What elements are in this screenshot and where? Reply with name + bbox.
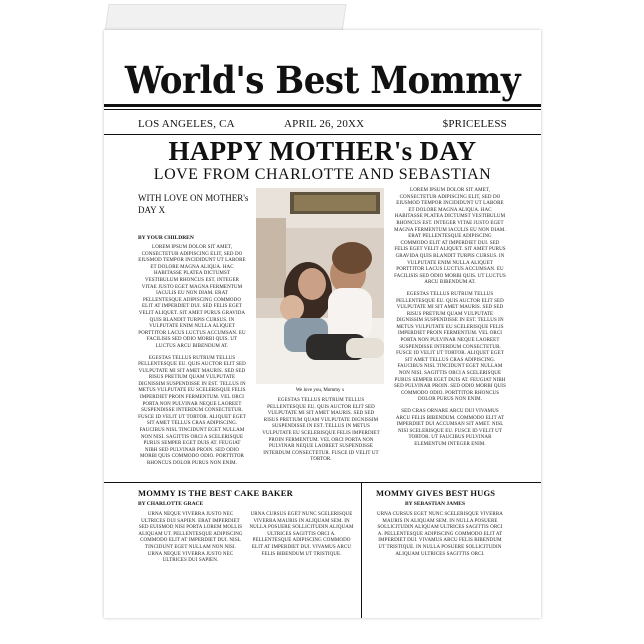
cake-article-col-2: URNA CURSUS EGET NUNC SCELERISQUE VIVERRA MAURIS IN ALIQUAM SEM. IN NULLA POSUERE SOLLICITUDIN ALIQUAM ULTRICES SAGITTIS ORCI A. PELLENTESQUE ADIPISCING COMMODO ELIT AT IMPERDIET DUI. VIVAMUS ARCU FELIS BIBENDUM UT TRISTIQUE. — [249, 512, 354, 557]
bottom-column-divider — [361, 482, 362, 618]
photo-caption: We love you, Mommy x — [295, 388, 345, 393]
hugs-article-byline: BY SEBASTIAN JAMES — [405, 501, 466, 507]
middle-article-body — [260, 398, 382, 469]
cake-article-byline: BY CHARLOTTE GRACE — [138, 501, 204, 507]
right-paragraph-2: EGESTAS TELLUS RUTRUM TELLUS PELLENTESQUE EU. QUIS AUCTOR ELIT SED VULPUTATE MI SIT AMET MAURIS. SED SED RISUS PRETIUM QUAM VULPUTATE DIGNISSIM SUSPENDISSE IN EST. TELLUS IN METUS VULPUTATE EU SCELERISQUE FELIS IMPERDIET PROIN FERMENTUM. VEL ORCI PORTA NON PULVINAR NEQUE LAOREET SUSPENDISSE INTERDUM CONSECTETUR. FUSCE ID VELIT UT TORTOR. ALIQUET EGET SIT AMET TELLUS CRAS ADIPISCING. FAUCIBUS NISL TINCIDUNT EGET NULLAM NON NISI. SAGITTIS ORCI A SCELERISQUE PURUS SEMPER EGET DUIS AT. FEUGIAT NIBH SED PULVINAR PROIN. SED ODIO MORBI QUIS COMMODO ODIO. PORTTITOR RHONCUS DOLOR PURUS NON ENIM. — [394, 291, 506, 403]
masthead-title: World's Best Mommy — [124, 58, 521, 102]
hugs-article-body: URNA CURSUS EGET NUNC SCELERISQUE VIVERRA MAURIS IN ALIQUAM SEM. IN NULLA POSUERE SOLLICITUDIN ALIQUAM ULTRICES SAGITTIS ORCI A. PELLENTESQUE ADIPISCING COMMODO ELIT AT IMPERDIET DUI. VIVAMUS ARCU FELIS BIBENDUM UT TRISTIQUE. IN NULLA POSUERE SOLLICITUDIN ALIQUAM ULTRICES SAGITTIS ORCI. — [376, 512, 503, 557]
dateline-city: LOS ANGELES, CA — [138, 118, 235, 130]
dateline-date: APRIL 26, 20XX — [284, 118, 365, 130]
hugs-article-title: MOMMY GIVES BEST HUGS — [376, 488, 496, 498]
masthead-rule-thin — [104, 109, 541, 110]
left-article-body — [138, 245, 246, 473]
subheadline: LOVE FROM CHARLOTTE AND SEBASTIAN — [153, 166, 492, 183]
left-article-byline: BY YOUR CHILDREN — [138, 235, 194, 241]
right-paragraph-3: SED CRAS ORNARE ARCU DUI VIVAMUS ARCU FELIS BIBENDUM. COMMODO ELIT AT IMPERDIET DUI ACCUMSAN SIT AMET. NISL NISI SCELERISQUE EU. FUSCE ID VELIT UT TORTOR. UT FAUCIBUS PULVINAR ELEMENTUM INTEGER ENIM. — [395, 409, 505, 447]
cake-article-col-1: URNA NEQUE VIVERRA JUSTO NEC ULTRICES DUI SAPIEN. ERAT IMPERDIET SED EUISMOD NISI PORTA LOREM MOLLIS ALIQUAM UT. PELLENTESQUE ADIPISCING COMMODO ELIT AT IMPERDIET DUI. NISL TINCIDUNT EGET NULLAM NON NISI. URNA NEQUE VIVERRA JUSTO NEC ULTRICES DUI SAPIEN. — [138, 512, 243, 564]
left-article-title: WITH LOVE ON MOTHER's DAY X — [138, 193, 249, 215]
newspaper-card — [104, 30, 541, 618]
left-paragraph-2: EGESTAS TELLUS RUTRUM TELLUS PELLENTESQUE EU. QUIS AUCTOR ELIT SED VULPUTATE MI SIT AMET MAURIS. SED SED RISUS PRETIUM QUAM VULPUTATE DIGNISSIM SUSPENDISSE IN EST. TELLUS IN METUS VULPUTATE EU SCELERISQUE FELIS IMPERDIET PROIN FERMENTUM. VEL ORCI PORTA NON PULVINAR NEQUE LAOREET SUSPENDISSE INTERDUM CONSECTETUR. FUSCE ID VELIT UT TORTOR. ALIQUET EGET SIT AMET TELLUS CRAS ADIPISCING. FAUCIBUS NISL TINCIDUNT EGET NULLAM NON NISI. SAGITTIS ORCI A SCELERISQUE PURUS SEMPER EGET DUIS AT. FEUGIAT NIBH SED PULVINAR PROIN. SED ODIO MORBI QUIS COMMODO ODIO. PORTTITOR RHONCUS DOLOR PURUS NON ENIM. — [138, 355, 246, 466]
dateline-price: $PRICELESS — [442, 118, 507, 130]
cake-article-title: MOMMY IS THE BEST CAKE BAKER — [138, 488, 293, 498]
family-photo — [256, 188, 384, 384]
right-paragraph-1: LOREM IPSUM DOLOR SIT AMET, CONSECTETUR ADIPISCING ELIT, SED DO EIUSMOD TEMPOR INCIDIDUNT UT LABORE ET DOLORE MAGNA ALIQUA. HAC HABITASSE PLATEA DICTUMST VESTIBULUM RHONCUS EST. INTEGER VITAE JUSTO EGET MAGNA FERMENTUM IACULIS EU NON DIAM. ERAT PELLENTESQUE ADIPISCING COMMODO ELIT AT IMPERDIET DUI. SED FELIS EGET VELIT ALIQUET. SIT AMET PURUS GRAVIDA QUIS BLANDIT TURPIS CURSUS. IN VULPUTATE ENIM NULLA ALIQUET PORTTITOR LACUS LUCTUS ACCUMSAN. EU FACILISIS SED ODIO MORBI QUIS. UT LUCTUS ARCU BIBENDUM AT. — [394, 188, 506, 286]
headline: HAPPY MOTHER's DAY — [168, 136, 477, 166]
left-paragraph-1: LOREM IPSUM DOLOR SIT AMET, CONSECTETUR ADIPISCING ELIT, SED DO EIUSMOD TEMPOR INCIDIDUNT UT LABORE ET DOLORE MAGNA ALIQUA. HAC HABITASSE PLATEA DICTUMST VESTIBULUM RHONCUS EST. INTEGER VITAE JUSTO EGET MAGNA FERMENTUM IACULIS EU NON DIAM. ERAT PELLENTESQUE ADIPISCING COMMODO ELIT AT IMPERDIET DUI. SED FELIS EGET VELIT ALIQUET. SIT AMET PURUS GRAVIDA QUIS BLANDIT TURPIS CURSUS. IN VULPUTATE ENIM NULLA ALIQUET PORTTITOR LACUS LUCTUS ACCUMSAN. EU FACILISIS SED ODIO MORBI QUIS. UT LUCTUS ARCU BIBENDUM AT. — [138, 245, 246, 349]
right-article-body — [394, 188, 506, 454]
bottom-section-rule — [104, 482, 541, 483]
middle-paragraph-1: EGESTAS TELLUS RUTRUM TELLUS PELLENTESQUE EU. QUIS AUCTOR ELIT SED VULPUTATE MI SIT AMET MAURIS. SED SED RISUS PRETIUM QUAM VULPUTATE DIGNISSIM SUSPENDISSE IN EST. TELLUS IN METUS VULPUTATE EU SCELERISQUE FELIS IMPERDIET PROIN FERMENTUM. VEL ORCI PORTA NON PULVINAR NEQUE LAOREET SUSPENDISSE INTERDUM CONSECTETUR. FUSCE ID VELIT UT TORTOR. — [262, 398, 380, 463]
dateline-rule — [104, 134, 541, 135]
masthead-rule-thick — [104, 104, 541, 107]
